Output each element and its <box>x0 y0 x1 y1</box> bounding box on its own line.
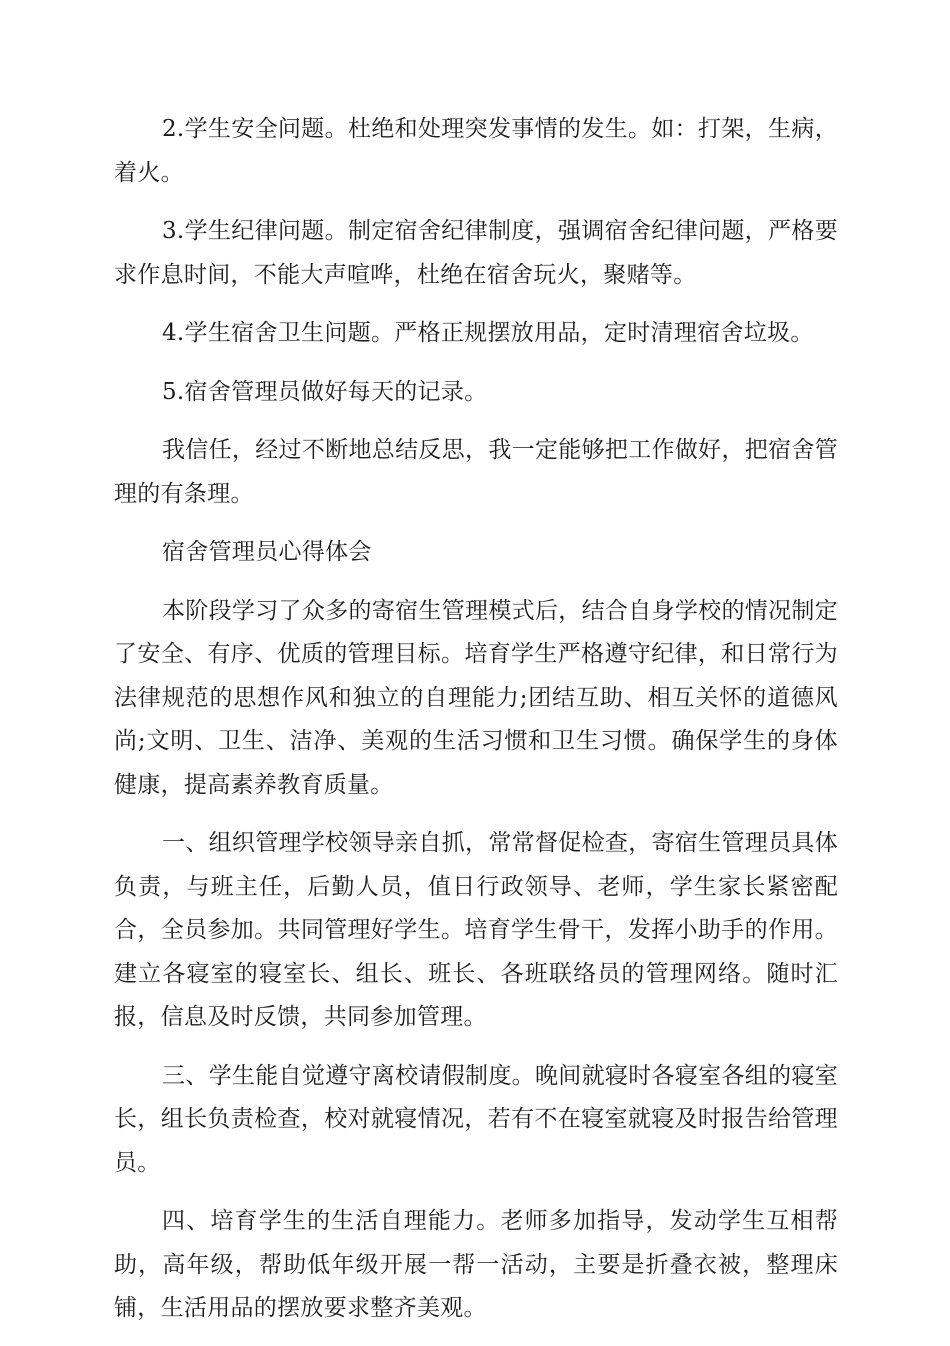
paragraph-safety: 2.学生安全问题。杜绝和处理突发事情的发生。如：打架，生病，着火。 <box>114 116 838 186</box>
paragraph-self-care: 四、培育学生的生活自理能力。老师多加指导，发动学生互相帮助，高年级，帮助低年级开展一帮一活动，主要是折叠衣被，整理床铺，生活用品的摆放要求整齐美观。 <box>114 1208 838 1321</box>
paragraph-reflection: 我信任，经过不断地总结反思，我一定能够把工作做好，把宿舍管理的有条理。 <box>114 437 838 507</box>
paragraph-records: 5.宿舍管理员做好每天的记录。 <box>162 378 488 405</box>
paragraph-organization: 一、组织管理学校领导亲自抓，常常督促检查，寄宿生管理员具体负责，与班主任，后勤人员，值日行政领导、老师，学生家长紧密配合，全员参加。共同管理好学生。培育学生骨干，发挥小助手的作用。建立各寝室的寝室长、组长、班长、各班联络员的管理网络。随时汇报，信息及时反馈，共同参加管理。 <box>114 830 838 1030</box>
paragraph-hygiene: 4.学生宿舍卫生问题。严格正规摆放用品，定时清理宿舍垃圾。 <box>162 320 814 346</box>
paragraph-discipline: 3.学生纪律问题。制定宿舍纪律制度，强调宿舍纪律问题，严格要求作息时间，不能大声喧哗，杜绝在宿舍玩火，聚赌等。 <box>114 218 838 288</box>
paragraph-goals: 本阶段学习了众多的寄宿生管理模式后，结合自身学校的情况制定了安全、有序、优质的管理目标。培育学生严格遵守纪律，和日常行为法律规范的思想作风和独立的自理能力;团结互助、相互关怀的道德风尚;文明、卫生、洁净、美观的生活习惯和卫生习惯。确保学生的身体健康，提高素养教育质量。 <box>114 597 838 798</box>
paragraph-leave-policy: 三、学生能自觉遵守离校请假制度。晚间就寝时各寝室各组的寝室长，组长负责检查，校对就寝情况，若有不在寝室就寝及时报告给管理员。 <box>114 1062 838 1176</box>
document-body <box>114 108 838 1346</box>
section-title: 宿舍管理员心得体会 <box>162 539 372 565</box>
